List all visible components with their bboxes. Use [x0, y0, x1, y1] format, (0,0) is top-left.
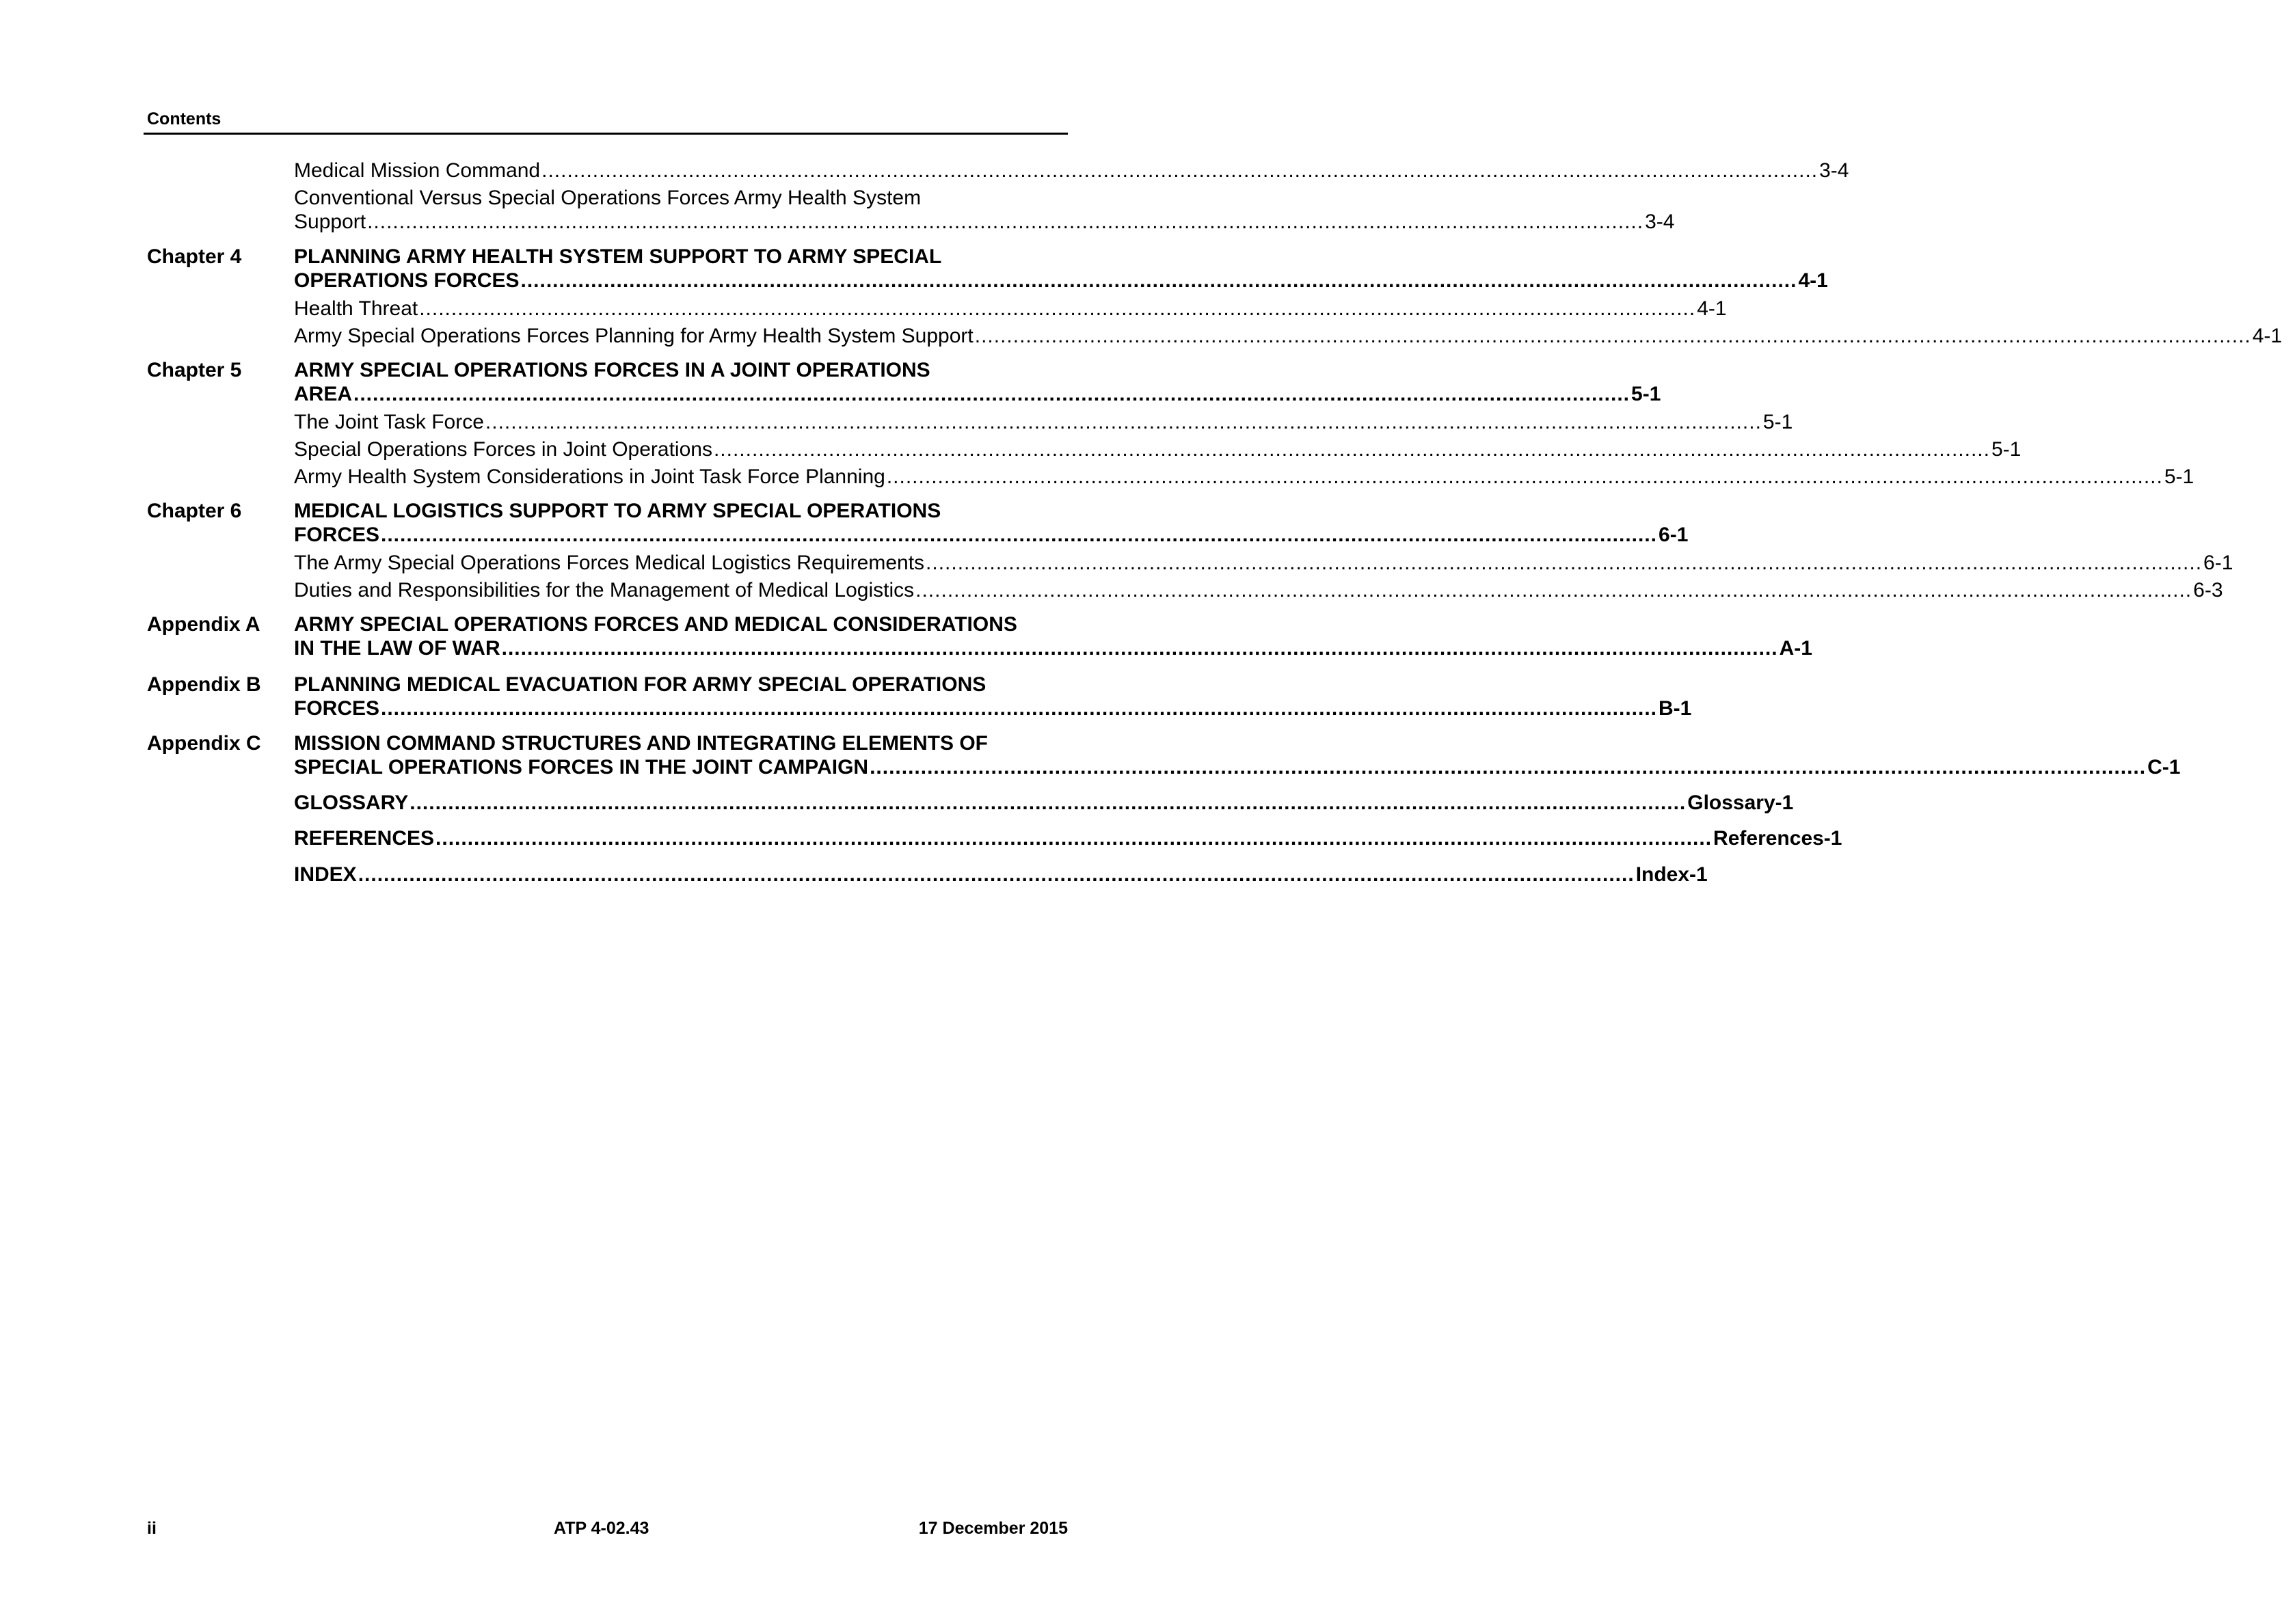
toc-entry-page: References-1	[1713, 827, 1842, 850]
leader-dots: ........................................................................................................................................................................................................	[886, 465, 2163, 488]
leader-dots: ........................................................................................................................................................................................................	[501, 637, 1778, 660]
toc-entry-page: 5-1	[1762, 411, 1793, 433]
toc-entry-page: 5-1	[1991, 438, 2022, 461]
appendix-label: Appendix B	[147, 673, 261, 696]
toc-entry-title: Medical Mission Command	[294, 159, 541, 182]
footer-date: 17 December 2015	[918, 1519, 1068, 1538]
toc-entry-page: 5-1	[1631, 383, 1661, 405]
toc-entry-title: FORCES	[294, 524, 380, 546]
leader-dots: ........................................................................................................................................................................................................	[520, 269, 1797, 292]
running-header: Contents	[147, 109, 222, 128]
toc-entry-page: 6-1	[2203, 552, 2233, 574]
leader-dots: ........................................................................................................................................................................................................	[358, 863, 1635, 886]
toc-entry-page: 4-1	[2252, 325, 2282, 347]
leader-dots: ........................................................................................................................................................................................................	[541, 159, 1818, 182]
toc-entry-title-line1: PLANNING MEDICAL EVACUATION FOR ARMY SPECIAL OPERATIONS	[294, 673, 986, 696]
toc-entry-title-line1: MEDICAL LOGISTICS SUPPORT TO ARMY SPECIAL OPERATIONS	[294, 500, 941, 522]
toc-entry-title: The Army Special Operations Forces Medical Logistics Requirements	[294, 552, 925, 574]
leader-dots: ........................................................................................................................................................................................................	[410, 791, 1687, 814]
toc-entry-title-line1: ARMY SPECIAL OPERATIONS FORCES AND MEDICAL CONSIDERATIONS	[294, 613, 1017, 636]
footer-document-id: ATP 4-02.43	[554, 1519, 649, 1538]
chapter-label: Chapter 6	[147, 500, 242, 522]
leader-dots: ........................................................................................................................................................................................................	[870, 756, 2147, 779]
leader-dots: ........................................................................................................................................................................................................	[713, 438, 1990, 461]
toc-entry[interactable]	[294, 437, 2022, 461]
toc-entry-page: 3-4	[1645, 211, 1675, 233]
toc-entry-page: B-1	[1659, 697, 1692, 720]
toc-entry-title: Duties and Responsibilities for the Management of Medical Logistics	[294, 579, 915, 601]
toc-entry-title: Support	[294, 211, 366, 233]
toc-index-entry[interactable]	[294, 863, 1708, 887]
toc-entry-page: 6-3	[2193, 579, 2223, 601]
chapter-label: Chapter 5	[147, 359, 242, 381]
leader-dots: ........................................................................................................................................................................................................	[974, 325, 2251, 347]
toc-entry[interactable]	[294, 324, 2282, 348]
leader-dots: ........................................................................................................................................................................................................	[381, 697, 1658, 720]
toc-entry-page: 5-1	[2164, 465, 2194, 488]
toc-chapter-entry[interactable]	[294, 245, 1828, 293]
toc-entry-page: 3-4	[1819, 159, 1849, 182]
toc-entry-page: Glossary-1	[1687, 791, 1794, 814]
toc-entry-title: INDEX	[294, 863, 357, 886]
toc-chapter-entry[interactable]	[294, 358, 1661, 406]
appendix-label: Appendix C	[147, 732, 261, 755]
toc-entry-page: 4-1	[1697, 297, 1727, 320]
leader-dots: ........................................................................................................................................................................................................	[915, 579, 2192, 601]
toc-references-entry[interactable]	[294, 826, 1842, 850]
header-rule	[144, 133, 1068, 135]
toc-entry-title-line1: MISSION COMMAND STRUCTURES AND INTEGRATING ELEMENTS OF	[294, 732, 988, 755]
leader-dots: ........................................................................................................................................................................................................	[367, 211, 1644, 233]
leader-dots: ........................................................................................................................................................................................................	[485, 411, 1762, 433]
toc-entry-title-line1: PLANNING ARMY HEALTH SYSTEM SUPPORT TO ARMY SPECIAL	[294, 245, 942, 268]
toc-appendix-entry[interactable]	[294, 673, 1692, 720]
toc-entry-title: REFERENCES	[294, 827, 435, 850]
leader-dots: ........................................................................................................................................................................................................	[435, 827, 1713, 850]
toc-entry-title: IN THE LAW OF WAR	[294, 637, 500, 660]
toc-entry[interactable]	[294, 578, 2223, 602]
toc-entry-title: SPECIAL OPERATIONS FORCES IN THE JOINT CAMPAIGN	[294, 756, 869, 779]
toc-entry-page: 4-1	[1798, 269, 1828, 292]
leader-dots: ........................................................................................................................................................................................................	[381, 524, 1658, 546]
chapter-label: Chapter 4	[147, 245, 242, 268]
toc-entry[interactable]	[294, 410, 1793, 434]
toc-entry-title: OPERATIONS FORCES	[294, 269, 520, 292]
toc-entry-page: 6-1	[1659, 524, 1689, 546]
toc-entry-title: The Joint Task Force	[294, 411, 484, 433]
toc-entry-title: GLOSSARY	[294, 791, 409, 814]
toc-entry-title: Special Operations Forces in Joint Operations	[294, 438, 712, 461]
toc-chapter-entry[interactable]	[294, 499, 1689, 547]
leader-dots: ........................................................................................................................................................................................................	[419, 297, 1696, 320]
toc-entry-title: Army Health System Considerations in Joint Task Force Planning	[294, 465, 885, 488]
toc-entry-title-line1: ARMY SPECIAL OPERATIONS FORCES IN A JOINT OPERATIONS	[294, 359, 930, 381]
toc-entry-page: C-1	[2147, 756, 2181, 779]
toc-entry-page: Index-1	[1635, 863, 1708, 886]
toc-entry[interactable]	[294, 465, 2194, 489]
toc-glossary-entry[interactable]	[294, 791, 1794, 815]
toc-entry[interactable]	[294, 551, 2233, 575]
toc-entry-title: Army Special Operations Forces Planning for Army Health System Support	[294, 325, 974, 347]
leader-dots: ........................................................................................................................................................................................................	[926, 552, 2203, 574]
toc-appendix-entry[interactable]	[294, 731, 2181, 779]
toc-entry-title-line1: Conventional Versus Special Operations Forces Army Health System	[294, 187, 922, 209]
toc-entry-title: FORCES	[294, 697, 380, 720]
toc-appendix-entry[interactable]	[294, 612, 1812, 660]
toc-entry-title: Health Threat	[294, 297, 418, 320]
appendix-label: Appendix A	[147, 613, 260, 636]
toc-entry[interactable]	[294, 159, 1849, 182]
leader-dots: ........................................................................................................................................................................................................	[353, 383, 1630, 405]
toc-entry[interactable]	[294, 297, 1727, 321]
toc-entry-page: A-1	[1779, 637, 1812, 660]
footer-page-number: ii	[147, 1519, 157, 1538]
toc-entry[interactable]	[294, 186, 1675, 234]
toc-entry-title: AREA	[294, 383, 353, 405]
